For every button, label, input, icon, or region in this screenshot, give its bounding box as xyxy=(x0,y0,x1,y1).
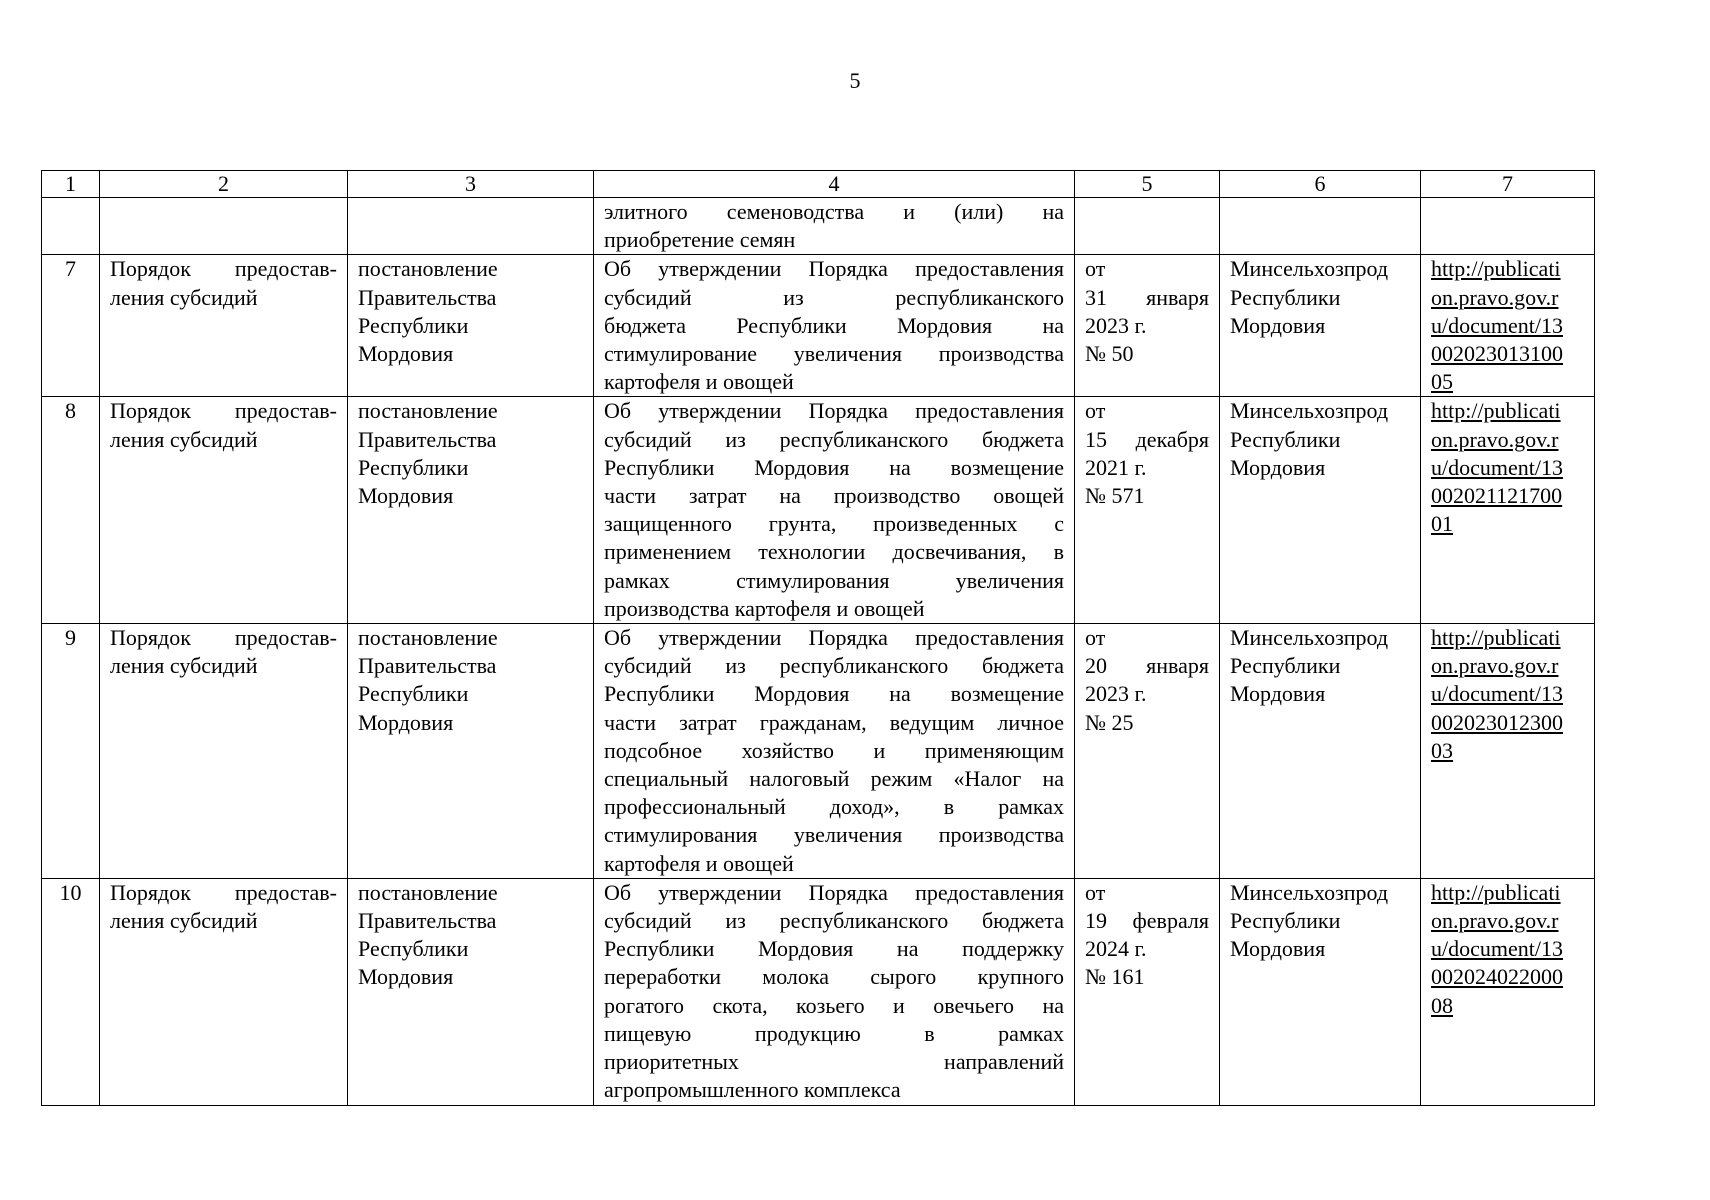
text-line: Республики Мордовия на возмещение xyxy=(604,681,1064,707)
text-line: Республики xyxy=(358,312,469,338)
text-line: постановление xyxy=(358,625,498,651)
document-title-cell xyxy=(594,397,1075,624)
column-number-cell: 3 xyxy=(348,171,594,198)
document-date-cell xyxy=(1075,624,1220,879)
continuation-title-cell xyxy=(594,198,1075,255)
publication-link[interactable] xyxy=(1431,879,1584,1020)
text-line: Республики Мордовия на поддержку xyxy=(604,936,1064,962)
document-title-cell xyxy=(594,255,1075,397)
text-line: Республики xyxy=(358,681,469,707)
text-line[interactable]: 002021121700 xyxy=(1431,483,1563,509)
text-line: приобретение семян xyxy=(604,227,796,253)
text-line: рогатого скота, козьего и овечьего на xyxy=(604,992,1064,1018)
column-number-cell: 7 xyxy=(1421,171,1595,198)
text-line: Минсельхозпрод xyxy=(1230,398,1389,424)
text-line: Мордовия xyxy=(1230,681,1326,707)
empty-cell xyxy=(348,198,594,255)
document-type-cell xyxy=(100,624,348,879)
text-line: № 571 xyxy=(1085,483,1145,509)
text-line: стимулирования увеличения производства xyxy=(604,822,1064,848)
text-line: производства картофеля и овощей xyxy=(604,595,925,621)
text-line[interactable]: 05 xyxy=(1431,369,1453,395)
text-line: Мордовия xyxy=(358,709,454,735)
row-number: 10 xyxy=(42,878,100,1105)
column-number-cell: 4 xyxy=(594,171,1075,198)
text-line: Мордовия xyxy=(358,341,454,367)
row-number: 9 xyxy=(42,624,100,879)
text-line: Мордовия xyxy=(1230,454,1326,480)
text-line: Правительства xyxy=(358,426,497,452)
text-line: 20 января xyxy=(1085,653,1209,679)
publication-link[interactable] xyxy=(1431,397,1584,538)
text-line: от xyxy=(1085,256,1106,282)
text-line: № 50 xyxy=(1085,341,1134,367)
text-line: Правительства xyxy=(358,908,497,934)
text-line[interactable]: http://publicati xyxy=(1431,625,1561,651)
text-line: № 25 xyxy=(1085,709,1134,735)
column-number-cell: 5 xyxy=(1075,171,1220,198)
text-line[interactable]: u/document/13 xyxy=(1431,681,1563,707)
text-line[interactable]: http://publicati xyxy=(1431,879,1561,905)
text-line: Минсельхозпрод xyxy=(1230,625,1389,651)
empty-cell xyxy=(1421,198,1595,255)
text-line: ления субсидий xyxy=(110,426,258,452)
text-line: субсидий из республиканского бюджета xyxy=(604,908,1064,934)
text-line: субсидий из республиканского xyxy=(604,284,1064,310)
text-line[interactable]: 08 xyxy=(1431,992,1453,1018)
empty-cell xyxy=(42,198,100,255)
publication-link[interactable] xyxy=(1431,624,1584,765)
text-line: Минсельхозпрод xyxy=(1230,879,1389,905)
text-line[interactable]: 002023013100 xyxy=(1431,341,1563,367)
text-line: переработки молока сырого крупного xyxy=(604,964,1064,990)
text-line: Республики xyxy=(1230,284,1341,310)
text-line: картофеля и овощей xyxy=(604,850,794,876)
text-line: 15 декабря xyxy=(1085,426,1209,452)
text-line: подсобное хозяйство и применяющим xyxy=(604,737,1064,763)
document-date-cell xyxy=(1075,397,1220,624)
text-line: агропромышленного комплекса xyxy=(604,1077,901,1103)
document-date-cell xyxy=(1075,878,1220,1105)
publication-link[interactable] xyxy=(1431,255,1584,396)
text-line: Правительства xyxy=(358,653,497,679)
text-line: Порядок предостав- xyxy=(110,398,337,424)
text-line: рамках стимулирования увеличения xyxy=(604,567,1064,593)
document-form-cell xyxy=(348,878,594,1105)
text-line: Об утверждении Порядка предоставления xyxy=(604,625,1064,651)
text-line: ления субсидий xyxy=(110,653,258,679)
document-type-cell xyxy=(100,255,348,397)
column-number-cell: 2 xyxy=(100,171,348,198)
text-line: 2023 г. xyxy=(1085,312,1147,338)
text-line: 2024 г. xyxy=(1085,936,1147,962)
text-line: Порядок предостав- xyxy=(110,879,337,905)
text-line: стимулирование увеличения производства xyxy=(604,341,1064,367)
text-line[interactable]: u/document/13 xyxy=(1431,312,1563,338)
document-form-cell xyxy=(348,397,594,624)
text-line: ления субсидий xyxy=(110,908,258,934)
table-row xyxy=(42,255,1595,397)
issuing-body-cell xyxy=(1220,878,1421,1105)
publication-link-cell[interactable] xyxy=(1421,397,1595,624)
column-number-cell: 6 xyxy=(1220,171,1421,198)
text-line: постановление xyxy=(358,879,498,905)
text-line: Минсельхозпрод xyxy=(1230,256,1389,282)
text-line[interactable]: 002023012300 xyxy=(1431,709,1563,735)
text-line: Об утверждении Порядка предоставления xyxy=(604,398,1064,424)
text-line: Порядок предостав- xyxy=(110,256,337,282)
text-line: Об утверждении Порядка предоставления xyxy=(604,879,1064,905)
text-line: Республики xyxy=(358,454,469,480)
text-line[interactable]: http://publicati xyxy=(1431,398,1561,424)
text-line[interactable]: on.pravo.gov.r xyxy=(1431,908,1559,934)
column-number-cell: 1 xyxy=(42,171,100,198)
row-number: 7 xyxy=(42,255,100,397)
text-line: Мордовия xyxy=(358,964,454,990)
regulations-table xyxy=(41,170,1595,1106)
text-line: Республики xyxy=(358,936,469,962)
text-line: ления субсидий xyxy=(110,284,258,310)
text-line: субсидий из республиканского бюджета xyxy=(604,426,1064,452)
publication-link-cell[interactable] xyxy=(1421,255,1595,397)
text-line: 2023 г. xyxy=(1085,681,1147,707)
table-row xyxy=(42,397,1595,624)
text-line: применением технологии досвечивания, в xyxy=(604,539,1064,565)
text-line[interactable]: 01 xyxy=(1431,511,1453,537)
text-line: Правительства xyxy=(358,284,497,310)
table-row xyxy=(42,624,1595,879)
document-date-cell xyxy=(1075,255,1220,397)
text-line[interactable]: on.pravo.gov.r xyxy=(1431,284,1559,310)
text-line: Республики Мордовия на возмещение xyxy=(604,454,1064,480)
empty-cell xyxy=(100,198,348,255)
text-line: приоритетных направлений xyxy=(604,1049,1064,1075)
text-line: 2021 г. xyxy=(1085,454,1147,480)
document-form-cell xyxy=(348,255,594,397)
text-line[interactable]: 03 xyxy=(1431,737,1453,763)
table-row xyxy=(42,878,1595,1105)
text-line: постановление xyxy=(358,398,498,424)
text-line: Порядок предостав- xyxy=(110,625,337,651)
text-line: части затрат на производство овощей xyxy=(604,483,1064,509)
text-line: 31 января xyxy=(1085,284,1209,310)
text-line: постановление xyxy=(358,256,498,282)
text-line: Мордовия xyxy=(358,483,454,509)
document-form-cell xyxy=(348,624,594,879)
text-line: от xyxy=(1085,879,1106,905)
row-number: 8 xyxy=(42,397,100,624)
text-line: профессиональный доход», в рамках xyxy=(604,794,1064,820)
text-line: специальный налоговый режим «Налог на xyxy=(604,766,1064,792)
empty-cell xyxy=(1220,198,1421,255)
text-line: Мордовия xyxy=(1230,312,1326,338)
text-line: Республики xyxy=(1230,426,1341,452)
publication-link-cell[interactable] xyxy=(1421,878,1595,1105)
text-line[interactable]: on.pravo.gov.r xyxy=(1431,653,1559,679)
page-number: 5 xyxy=(849,68,861,93)
issuing-body-cell xyxy=(1220,624,1421,879)
text-line: Об утверждении Порядка предоставления xyxy=(604,256,1064,282)
empty-cell xyxy=(1075,198,1220,255)
text-line: 19 февраля xyxy=(1085,908,1209,934)
issuing-body-cell xyxy=(1220,397,1421,624)
text-line: от xyxy=(1085,625,1106,651)
text-line: элитного семеноводства и (или) на xyxy=(604,199,1064,224)
document-title-cell xyxy=(594,878,1075,1105)
text-line: пищевую продукцию в рамках xyxy=(604,1020,1064,1046)
text-line[interactable]: http://publicati xyxy=(1431,256,1561,282)
text-line: защищенного грунта, произведенных с xyxy=(604,511,1064,537)
text-line: бюджета Республики Мордовия на xyxy=(604,312,1064,338)
document-type-cell xyxy=(100,878,348,1105)
text-line: картофеля и овощей xyxy=(604,369,794,395)
text-line: от xyxy=(1085,398,1106,424)
text-line: Республики xyxy=(1230,908,1341,934)
text-line[interactable]: u/document/13 xyxy=(1431,936,1563,962)
continuation-row xyxy=(42,198,1595,255)
publication-link-cell[interactable] xyxy=(1421,624,1595,879)
column-number-row xyxy=(42,171,1595,198)
text-line[interactable]: on.pravo.gov.r xyxy=(1431,426,1559,452)
document-title-cell xyxy=(594,624,1075,879)
text-line: субсидий из республиканского бюджета xyxy=(604,653,1064,679)
issuing-body-cell xyxy=(1220,255,1421,397)
text-line: Мордовия xyxy=(1230,936,1326,962)
text-line: Республики xyxy=(1230,653,1341,679)
text-line[interactable]: 002024022000 xyxy=(1431,964,1563,990)
text-line: № 161 xyxy=(1085,964,1145,990)
text-line[interactable]: u/document/13 xyxy=(1431,454,1563,480)
document-type-cell xyxy=(100,397,348,624)
text-line: части затрат гражданам, ведущим личное xyxy=(604,709,1064,735)
